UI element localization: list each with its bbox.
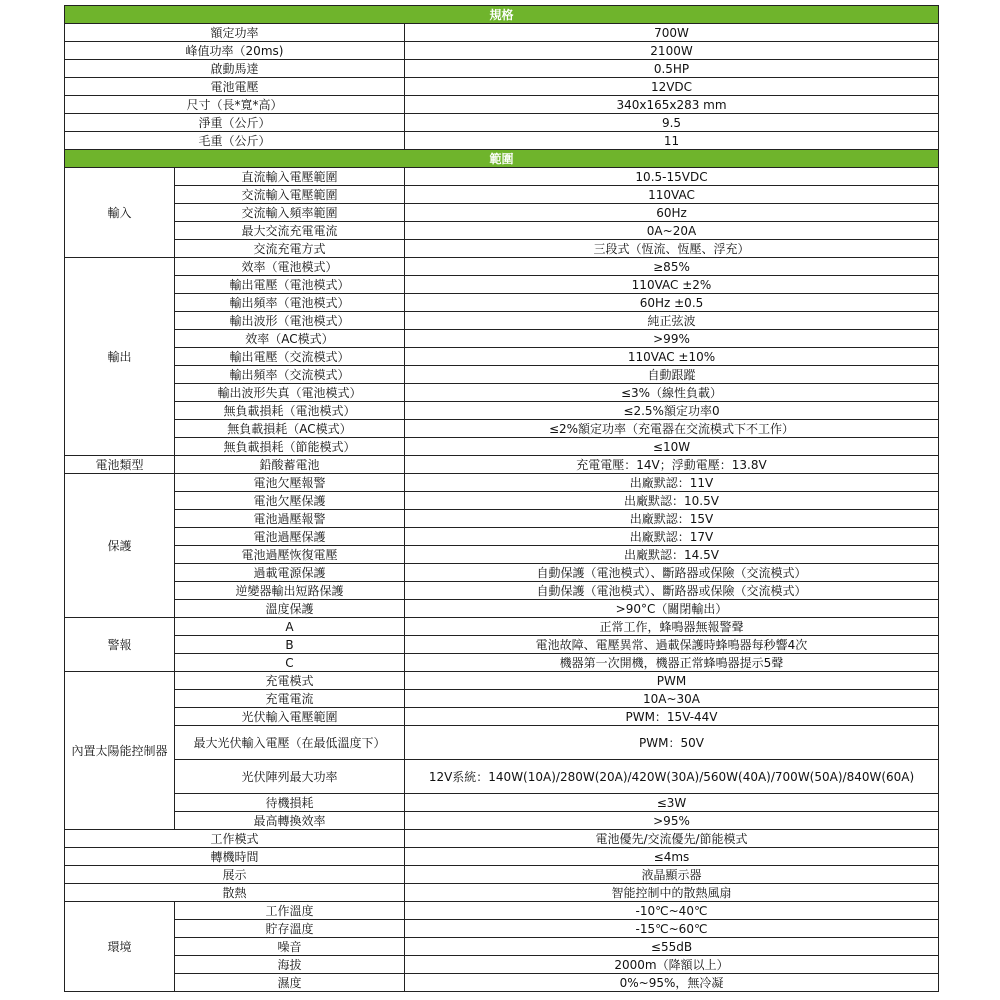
item-value: ≤3%（線性負載） [405,384,939,402]
spec-value: 11 [405,132,939,150]
category-cell: 電池類型 [65,456,175,474]
environment-row [65,902,939,920]
range-row [65,492,939,510]
category-cell: 內置太陽能控制器 [65,672,175,830]
item-label: 輸出電壓（電池模式） [175,276,405,294]
range-row [65,204,939,222]
environment-label: 濕度 [175,974,405,992]
item-value: ≤2%額定功率（充電器在交流模式下不工作） [405,420,939,438]
item-value: 充電電壓：14V；浮動電壓：13.8V [405,456,939,474]
item-value: 出廠默認：10.5V [405,492,939,510]
range-row [65,186,939,204]
item-label: 無負載損耗（節能模式） [175,438,405,456]
item-label: 鉛酸蓄電池 [175,456,405,474]
range-row [65,600,939,618]
range-row [65,330,939,348]
spec-label: 毛重（公斤） [65,132,405,150]
category-cell: 警報 [65,618,175,672]
spec-label: 淨重（公斤） [65,114,405,132]
item-value: PWM [405,672,939,690]
item-value: 機器第一次開機，機器正常蜂鳴器提示5聲 [405,654,939,672]
item-label: C [175,654,405,672]
spec-row [65,24,939,42]
item-label: 效率（電池模式） [175,258,405,276]
range-row [65,564,939,582]
item-value: ≤2.5%額定功率0 [405,402,939,420]
item-value: 正常工作，蜂鳴器無報警聲 [405,618,939,636]
range-row [65,528,939,546]
item-value: >95% [405,812,939,830]
spec-row [65,42,939,60]
item-value: 110VAC ±2% [405,276,939,294]
general-value: 智能控制中的散熱風扇 [405,884,939,902]
range-row [65,690,939,708]
item-label: 無負載損耗（AC模式） [175,420,405,438]
item-label: 輸出波形失真（電池模式） [175,384,405,402]
environment-row [65,974,939,992]
item-value: 出廠默認：17V [405,528,939,546]
general-value: 液晶顯示器 [405,866,939,884]
environment-label: 貯存溫度 [175,920,405,938]
item-value: PWM：50V [405,726,939,760]
item-label: 輸出頻率（電池模式） [175,294,405,312]
range-row [65,312,939,330]
item-value: PWM：15V-44V [405,708,939,726]
range-row [65,474,939,492]
item-label: 無負載損耗（電池模式） [175,402,405,420]
item-value: ≥85% [405,258,939,276]
spec-label: 電池電壓 [65,78,405,96]
item-value: 60Hz [405,204,939,222]
range-row [65,546,939,564]
range-row [65,726,939,760]
item-label: 交流輸入頻率範圍 [175,204,405,222]
spec-value: 9.5 [405,114,939,132]
range-row [65,384,939,402]
item-label: 待機損耗 [175,794,405,812]
range-row [65,708,939,726]
item-label: 交流充電方式 [175,240,405,258]
spec-label: 啟動馬達 [65,60,405,78]
environment-value: -10℃~40℃ [405,902,939,920]
item-value: 0A~20A [405,222,939,240]
item-value: 110VAC ±10% [405,348,939,366]
item-label: 逆變器輸出短路保護 [175,582,405,600]
environment-value: -15℃~60℃ [405,920,939,938]
item-label: 過載電源保護 [175,564,405,582]
item-label: 電池欠壓保護 [175,492,405,510]
general-value: ≤4ms [405,848,939,866]
spec-value: 12VDC [405,78,939,96]
item-value: 12V系統：140W(10A)/280W(20A)/420W(30A)/560W(40A)/700W(50A)/840W(60A) [405,760,939,794]
spec-value: 0.5HP [405,60,939,78]
environment-row [65,938,939,956]
spec-value: 340x165x283 mm [405,96,939,114]
range-row [65,510,939,528]
range-section-title: 範圍 [65,150,939,168]
general-label: 工作模式 [65,830,405,848]
spec-table-body [65,6,939,992]
spec-header-row [65,6,939,24]
spec-row [65,60,939,78]
environment-row [65,956,939,974]
item-value: 110VAC [405,186,939,204]
item-label: 光伏陣列最大功率 [175,760,405,794]
item-value: 10.5-15VDC [405,168,939,186]
item-label: 最高轉換效率 [175,812,405,830]
range-row [65,222,939,240]
item-label: 充電電流 [175,690,405,708]
item-value: 出廠默認：11V [405,474,939,492]
general-row [65,866,939,884]
spec-label: 額定功率 [65,24,405,42]
item-label: 輸出波形（電池模式） [175,312,405,330]
category-cell: 輸入 [65,168,175,258]
item-value: 自動跟蹤 [405,366,939,384]
environment-value: 0%~95%，無冷凝 [405,974,939,992]
range-row [65,168,939,186]
item-label: 電池欠壓報警 [175,474,405,492]
spec-label: 尺寸（長*寬*高） [65,96,405,114]
item-label: 輸出頻率（交流模式） [175,366,405,384]
range-row [65,582,939,600]
spec-table [64,5,939,992]
item-value: 出廠默認：15V [405,510,939,528]
general-row [65,884,939,902]
item-label: 充電模式 [175,672,405,690]
spec-sheet [64,5,938,992]
environment-value: ≤55dB [405,938,939,956]
range-row [65,760,939,794]
item-value: 三段式（恆流、恆壓、浮充） [405,240,939,258]
environment-category: 環境 [65,902,175,992]
item-label: A [175,618,405,636]
item-label: 直流輸入電壓範圍 [175,168,405,186]
item-label: 溫度保護 [175,600,405,618]
range-row [65,294,939,312]
general-label: 轉機時間 [65,848,405,866]
range-row [65,812,939,830]
range-row [65,276,939,294]
item-value: 出廠默認：14.5V [405,546,939,564]
item-label: 電池過壓恢復電壓 [175,546,405,564]
item-label: 交流輸入電壓範圍 [175,186,405,204]
item-label: B [175,636,405,654]
general-value: 電池優先/交流優先/節能模式 [405,830,939,848]
item-value: 60Hz ±0.5 [405,294,939,312]
item-label: 效率（AC模式） [175,330,405,348]
range-row [65,672,939,690]
range-row [65,240,939,258]
general-label: 散熱 [65,884,405,902]
item-value: 純正弦波 [405,312,939,330]
category-cell: 保護 [65,474,175,618]
item-label: 最大光伏輸入電壓（在最低溫度下） [175,726,405,760]
spec-row [65,96,939,114]
environment-label: 工作溫度 [175,902,405,920]
spec-section-title: 規格 [65,6,939,24]
spec-label: 峰值功率（20ms) [65,42,405,60]
range-row [65,402,939,420]
item-label: 光伏輸入電壓範圍 [175,708,405,726]
item-label: 電池過壓報警 [175,510,405,528]
range-row [65,654,939,672]
range-row [65,456,939,474]
item-value: 10A~30A [405,690,939,708]
range-header-row [65,150,939,168]
range-row [65,618,939,636]
item-value: ≤3W [405,794,939,812]
item-value: >90°C（關閉輸出） [405,600,939,618]
range-row [65,258,939,276]
spec-value: 2100W [405,42,939,60]
range-row [65,794,939,812]
item-value: >99% [405,330,939,348]
item-value: 自動保護（電池模式）、斷路器或保險（交流模式） [405,582,939,600]
item-value: ≤10W [405,438,939,456]
environment-value: 2000m（降額以上） [405,956,939,974]
spec-row [65,78,939,96]
spec-row [65,132,939,150]
item-label: 輸出電壓（交流模式） [175,348,405,366]
item-label: 最大交流充電電流 [175,222,405,240]
spec-value: 700W [405,24,939,42]
category-cell: 輸出 [65,258,175,456]
range-row [65,636,939,654]
environment-label: 海拔 [175,956,405,974]
environment-label: 噪音 [175,938,405,956]
environment-row [65,920,939,938]
general-label: 展示 [65,866,405,884]
range-row [65,348,939,366]
range-row [65,438,939,456]
spec-row [65,114,939,132]
general-row [65,830,939,848]
range-row [65,366,939,384]
range-row [65,420,939,438]
item-value: 電池故障、電壓異常、過載保護時蜂鳴器每秒響4次 [405,636,939,654]
general-row [65,848,939,866]
item-label: 電池過壓保護 [175,528,405,546]
item-value: 自動保護（電池模式）、斷路器或保險（交流模式） [405,564,939,582]
